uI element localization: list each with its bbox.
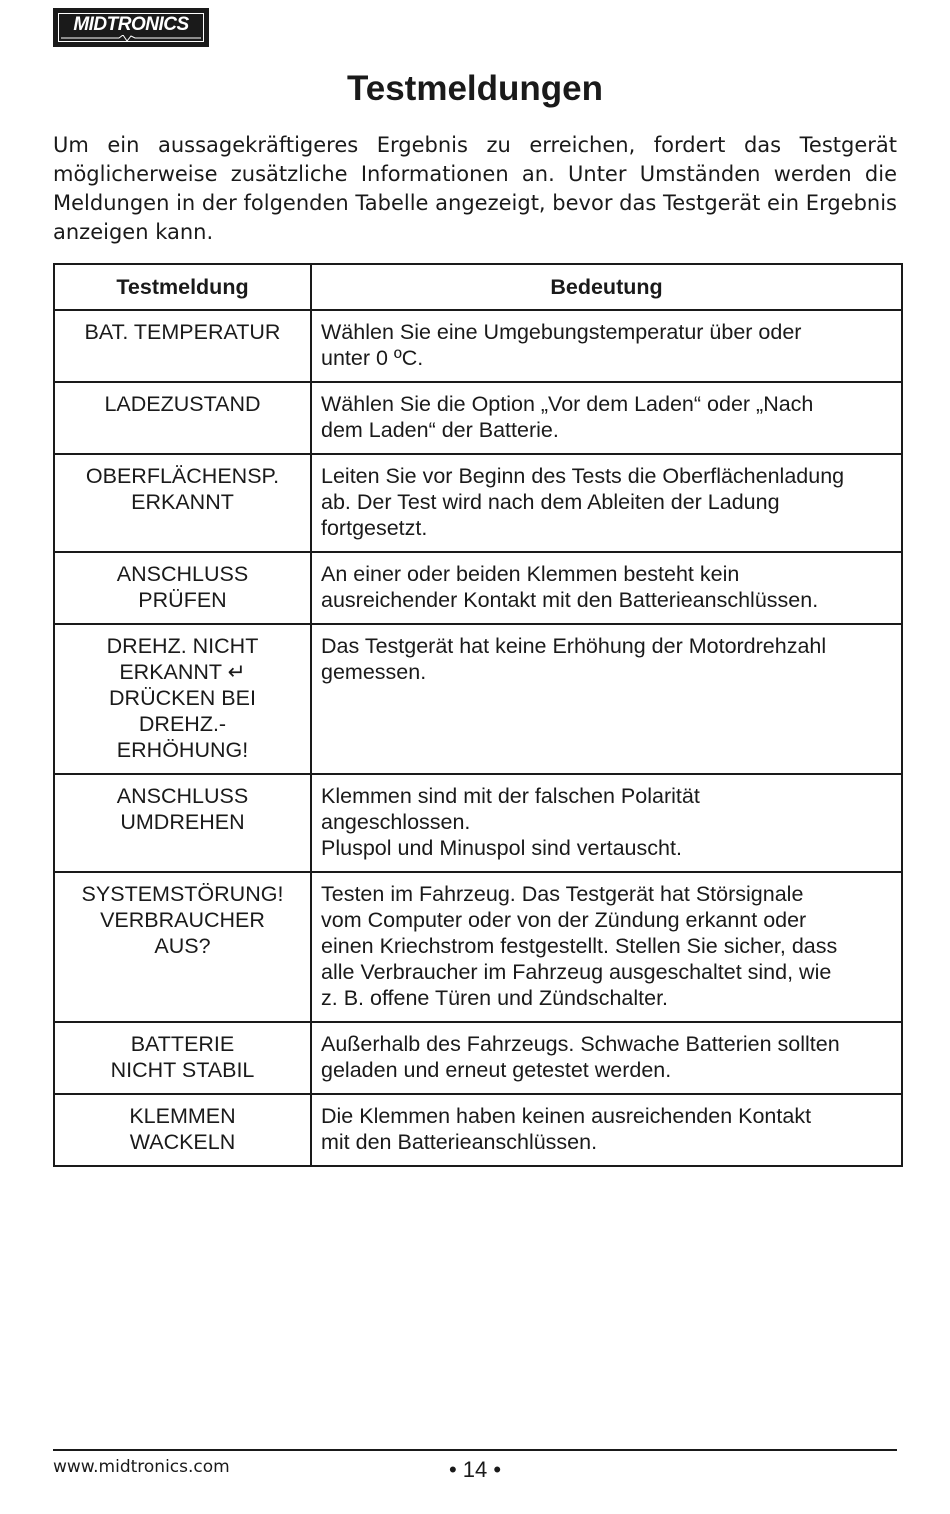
table-row bbox=[54, 1094, 902, 1166]
table-row bbox=[54, 1022, 902, 1094]
message-code: ANSCHLUSS UMDREHEN bbox=[54, 774, 311, 872]
table-row bbox=[54, 624, 902, 774]
message-code: BAT. TEMPERATUR bbox=[54, 310, 311, 382]
table-row bbox=[54, 382, 902, 454]
table-row bbox=[54, 454, 902, 552]
message-meaning: Testen im Fahrzeug. Das Testgerät hat Störsignale vom Computer oder von der Zündung erkannt oder einen Kriechstrom festgestellt. Stellen Sie sicher, dass alle Verbraucher im Fahrzeug ausgeschaltet sind, wie z. B. offene Türen und Zündschalter. bbox=[311, 872, 902, 1022]
message-meaning: Das Testgerät hat keine Erhöhung der Motordrehzahl gemessen. bbox=[311, 624, 902, 774]
message-code: DREHZ. NICHT ERKANNT ↵ DRÜCKEN BEI DREHZ.- ERHÖHUNG! bbox=[54, 624, 311, 774]
table-row bbox=[54, 774, 902, 872]
message-meaning: Leiten Sie vor Beginn des Tests die Oberflächenladung ab. Der Test wird nach dem Ableiten der Ladung fortgesetzt. bbox=[311, 454, 902, 552]
message-code: ANSCHLUSS PRÜFEN bbox=[54, 552, 311, 624]
message-meaning: Klemmen sind mit der falschen Polarität angeschlossen. Pluspol und Minuspol sind vertauscht. bbox=[311, 774, 902, 872]
message-code: LADEZUSTAND bbox=[54, 382, 311, 454]
message-code: OBERFLÄCHENSP. ERKANNT bbox=[54, 454, 311, 552]
table-header-row bbox=[54, 264, 902, 310]
midtronics-logo bbox=[53, 8, 209, 47]
table-row bbox=[54, 872, 902, 1022]
page-number: • 14 • bbox=[448, 1457, 502, 1482]
table-row bbox=[54, 310, 902, 382]
page-title: Testmeldungen bbox=[346, 69, 604, 108]
logo-text: MIDTRONICS bbox=[73, 14, 189, 35]
test-messages-table bbox=[53, 263, 903, 1167]
message-meaning: Wählen Sie eine Umgebungstemperatur über oder unter 0 ºC. bbox=[311, 310, 902, 382]
message-code: SYSTEMSTÖRUNG! VERBRAUCHER AUS? bbox=[54, 872, 311, 1022]
footer-divider bbox=[53, 1449, 897, 1451]
message-code: BATTERIE NICHT STABIL bbox=[54, 1022, 311, 1094]
message-meaning: An einer oder beiden Klemmen besteht kein ausreichender Kontakt mit den Batterieanschlüssen. bbox=[311, 552, 902, 624]
message-meaning: Die Klemmen haben keinen ausreichenden Kontakt mit den Batterieanschlüssen. bbox=[311, 1094, 902, 1166]
header-bedeutung: Bedeutung bbox=[311, 264, 902, 310]
footer-url: www.midtronics.com bbox=[53, 1457, 230, 1477]
intro-paragraph: Um ein aussagekräftigeres Ergebnis zu erreichen, fordert das Testgerät möglicherweise zusätzliche Informationen an. Unter Umständen werden die Meldungen in der folgenden Tabelle angezeigt, bevor das Testgerät ein Ergebnis anzeigen kann. bbox=[53, 133, 897, 244]
message-code: KLEMMEN WACKELN bbox=[54, 1094, 311, 1166]
header-testmeldung: Testmeldung bbox=[54, 264, 311, 310]
message-meaning: Außerhalb des Fahrzeugs. Schwache Batterien sollten geladen und erneut getestet werden. bbox=[311, 1022, 902, 1094]
table-row bbox=[54, 552, 902, 624]
message-meaning: Wählen Sie die Option „Vor dem Laden“ oder „Nach dem Laden“ der Batterie. bbox=[311, 382, 902, 454]
logo-pulse-icon bbox=[61, 35, 201, 41]
